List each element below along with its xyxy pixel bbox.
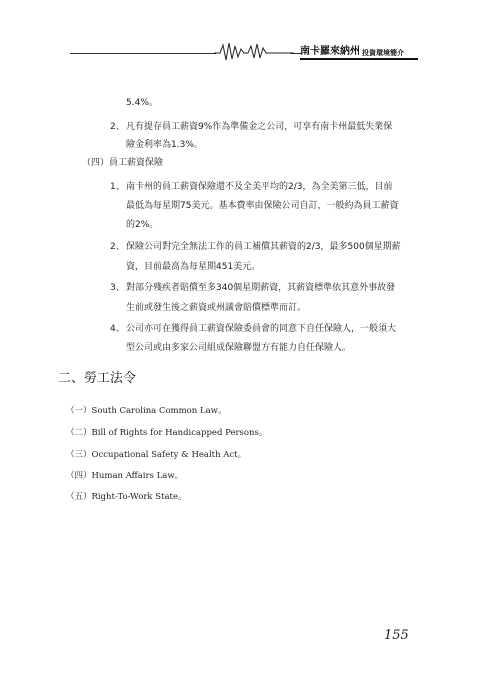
- list-item-number: 4、: [110, 324, 125, 334]
- list-item-line: 南卡州的員工薪資保險還不及全美平均的2/3，為全美第三低，目前: [126, 182, 393, 192]
- list-item-line: 最低為每星期75美元。基本費率由保險公司自訂，一般約為員工薪資: [126, 201, 399, 211]
- list-item-line: 凡有提存員工薪資9%作為準備金之公司，可享有南卡州最低失業保: [126, 122, 393, 132]
- list-item-line: 型公司或由多家公司組成保險聯盟方有能力自任保險人。: [126, 343, 352, 353]
- law-list-item: （五）Right-To-Work State。: [66, 492, 187, 502]
- section-heading: 二、勞工法令: [58, 371, 137, 386]
- law-list-item: （四）Human Affairs Law。: [66, 471, 184, 481]
- list-item-line: 險金利率為1.3%。: [126, 140, 203, 150]
- header-underline-bar: [300, 58, 418, 60]
- list-item-line: 公司亦可在獲得員工薪資保險委員會的同意下自任保險人，一般須大: [126, 324, 397, 334]
- header-waveform-ornament: [214, 40, 294, 62]
- list-item-line: 的2%。: [126, 220, 159, 230]
- law-list-item: （二）Bill of Rights for Handicapped Persons。: [66, 428, 268, 438]
- list-item-number: 3、: [110, 283, 125, 293]
- list-item-line: 保險公司對完全無法工作的員工補償其薪資的2/3，最多500個星期薪: [126, 242, 401, 252]
- page-number: 155: [384, 628, 409, 643]
- list-item-number: 1、: [110, 182, 125, 192]
- running-header-subtitle: 投資環境簡介: [362, 49, 404, 57]
- running-header-title: 南卡羅來納州: [300, 46, 360, 57]
- law-list-item: （一）South Carolina Common Law。: [66, 406, 227, 416]
- law-list-item: （三）Occupational Safety & Health Act。: [66, 450, 247, 460]
- subsection-heading: （四）員工薪資保險: [82, 158, 164, 168]
- list-item-line: 對部分殘疾者賠償至多340個星期薪資，其薪資標準依其意外事故發: [126, 283, 396, 293]
- list-item-number: 2、: [110, 122, 125, 132]
- list-item-line: 生前或發生後之薪資或州議會賠償標準而訂。: [126, 303, 307, 313]
- list-item-line: 資，目前最高為每星期451美元。: [126, 262, 261, 272]
- list-item-number: 2、: [110, 242, 125, 252]
- header-rule-left: [70, 53, 216, 54]
- running-header: [300, 44, 418, 59]
- continued-text: 5.4%。: [126, 98, 158, 108]
